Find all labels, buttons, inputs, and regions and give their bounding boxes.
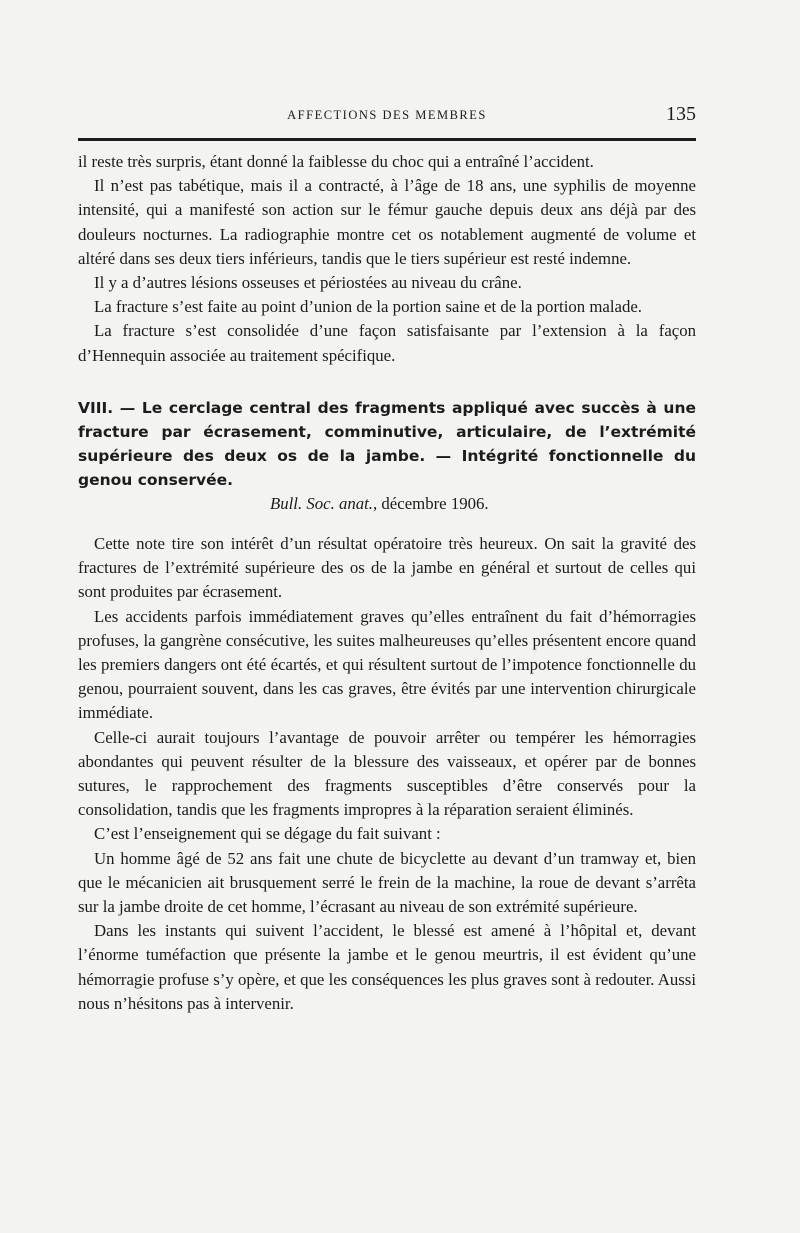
- paragraph: Les accidents parfois immédiatement graves qu’elles entraînent du fait d’hémorragies profuses, la gangrène consécutive, les suites malheureuses qu’elles présentent encore quand les premiers dangers ont été écartés, et qui résultent surtout de l’impotence fonctionnelle du genou, pourraient souvent, dans les cas graves, être évités par une intervention chirurgicale immédiate.: [78, 606, 696, 723]
- citation-journal: Bull. Soc. anat.: [270, 493, 374, 513]
- spacer: [78, 516, 696, 532]
- citation-date: , décembre 1906.: [373, 493, 489, 513]
- running-title: AFFECTIONS DES MEMBRES: [287, 108, 487, 122]
- running-head: [78, 104, 696, 128]
- paragraph: C’est l’enseignement qui se dégage du fait suivant :: [94, 824, 441, 844]
- body-text: [78, 150, 696, 1016]
- header-rule: [78, 138, 696, 141]
- page-number: 135: [666, 103, 696, 125]
- paragraph: Il n’est pas tabétique, mais il a contracté, à l’âge de 18 ans, une syphilis de moyenne intensité, qui a manifesté son action sur le fémur gauche depuis deux ans déjà par des douleurs nocturnes. La radiographie montre cet os notablement augmenté de volume et altéré dans ses deux tiers inférieurs, tandis que le tiers supérieur est resté indemne.: [78, 176, 696, 268]
- paragraph: La fracture s’est faite au point d’union de la portion saine et de la portion malade.: [94, 297, 642, 317]
- paragraph: Il y a d’autres lésions osseuses et périostées au niveau du crâne.: [94, 273, 522, 293]
- citation: [78, 492, 696, 516]
- paragraph: il reste très surpris, étant donné la faiblesse du choc qui a entraîné l’accident.: [78, 152, 594, 171]
- paragraph: Dans les instants qui suivent l’accident, le blessé est amené à l’hôpital et, devant l’énorme tuméfaction que présente la jambe et le genou meurtris, il est évident qu’une hémorragie profuse s’y opère, et que les conséquences les plus graves sont à redouter. Aussi nous n’hésitons pas à intervenir.: [78, 921, 696, 1013]
- paragraph: Celle-ci aurait toujours l’avantage de pouvoir arrêter ou tempérer les hémorragies abondantes qui peuvent résulter de la blessure des vaisseaux, et opérer par de bonnes sutures, le rapprochement des fragments susceptibles d’être conservés pour la consolidation, tandis que les fragments impropres à la réparation seraient éliminés.: [78, 727, 696, 820]
- paragraph: Un homme âgé de 52 ans fait une chute de bicyclette au devant d’un tramway et, bien que le mécanicien ait brusquement serré le frein de la machine, la roue de devant s’arrêta sur la jambe droite de cet homme, l’écrasant au niveau de son extrémité supérieure.: [78, 848, 696, 917]
- paragraph: Cette note tire son intérêt d’un résultat opératoire très heureux. On sait la gravité des fractures de l’extrémité supérieure des os de la jambe en général et surtout de celles qui sont produites par écrasement.: [78, 534, 696, 602]
- paragraph: La fracture s’est consolidée d’une façon satisfaisante par l’extension à la façon d’Hennequin associée au traitement spécifique.: [78, 321, 696, 365]
- section-heading: VIII. — Le cerclage central des fragments appliqué avec succès à une fracture par écrasement, comminutive, articulaire, de l’extrémité supérieure des deux os de la jambe. — Intégrité fonctionnelle du genou conservée.: [78, 398, 696, 489]
